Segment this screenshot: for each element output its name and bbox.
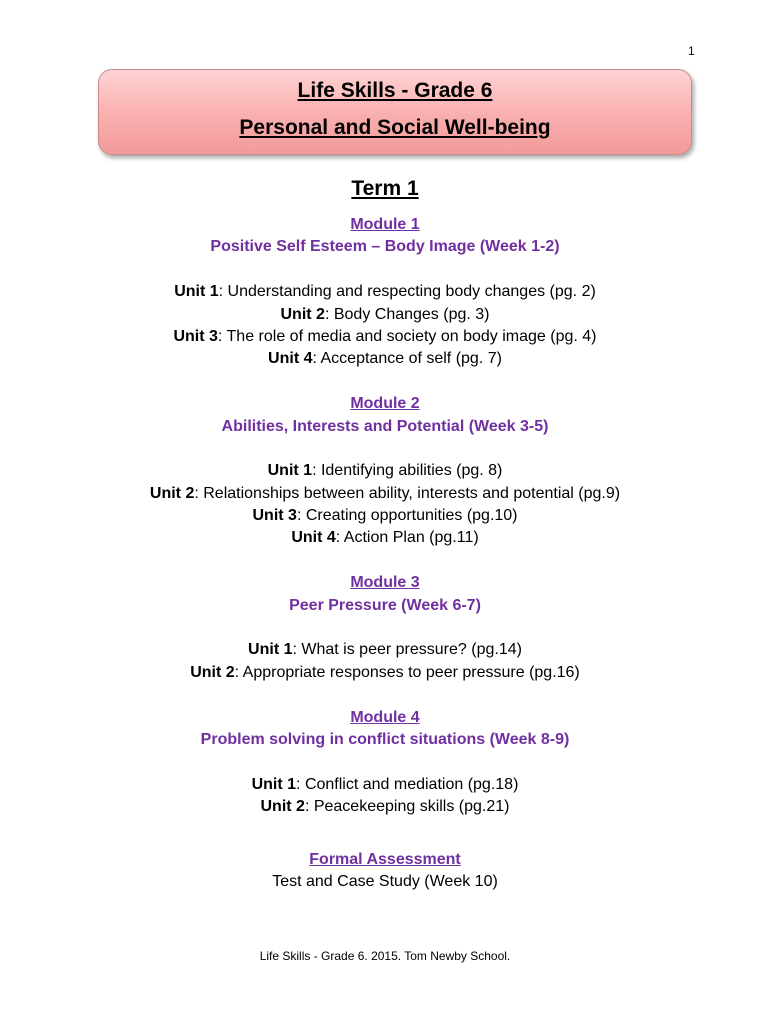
unit-text: : Acceptance of self (pg. 7): [312, 350, 502, 368]
unit-text: : Creating opportunities (pg.10): [296, 507, 518, 525]
unit-line: [0, 304, 770, 326]
unit-text: : Conflict and mediation (pg.18): [296, 775, 519, 793]
unit-text: : Understanding and respecting body changes (pg. 2): [218, 283, 596, 301]
unit-text: : Action Plan (pg.11): [335, 529, 479, 547]
module-title: Module 2: [350, 395, 420, 413]
unit-text: : What is peer pressure? (pg.14): [292, 641, 522, 659]
unit-label: Unit 3: [173, 327, 218, 345]
unit-label: Unit 2: [280, 305, 325, 323]
unit-label: Unit 2: [260, 798, 305, 816]
unit-line: [0, 774, 770, 796]
unit-line: [0, 460, 770, 482]
unit-text: : The role of media and society on body image (pg. 4): [217, 327, 597, 345]
unit-label: Unit 4: [291, 529, 336, 547]
unit-line: [0, 662, 770, 684]
module-title: Module 3: [350, 574, 420, 592]
module-subtitle: Positive Self Esteem – Body Image (Week 1-2): [210, 238, 560, 256]
unit-line: [0, 639, 770, 661]
module-subtitle: Problem solving in conflict situations (Week 8-9): [200, 730, 570, 748]
unit-text: : Identifying abilities (pg. 8): [312, 462, 503, 480]
unit-text: : Relationships between ability, interests and potential (pg.9): [194, 484, 621, 502]
unit-text: : Appropriate responses to peer pressure (pg.16): [234, 663, 580, 681]
unit-line: [0, 326, 770, 348]
page-footer: Life Skills - Grade 6. 2015. Tom Newby School.: [259, 949, 511, 963]
header-banner: [98, 69, 692, 155]
unit-line: [0, 505, 770, 527]
unit-label: Unit 1: [248, 641, 293, 659]
document-subtitle: Personal and Social Well-being: [239, 116, 551, 139]
unit-label: Unit 3: [252, 507, 297, 525]
module-title: Module 1: [350, 216, 420, 233]
term-heading: Term 1: [351, 177, 419, 200]
module-list: [0, 214, 770, 893]
unit-line: [0, 348, 770, 370]
assessment-text: Test and Case Study (Week 10): [272, 872, 498, 890]
unit-label: Unit 2: [149, 484, 195, 502]
unit-label: Unit 1: [174, 283, 219, 301]
unit-text: : Body Changes (pg. 3): [324, 305, 490, 323]
unit-text: : Peacekeeping skills (pg.21): [304, 798, 510, 816]
module-title: Module 4: [350, 708, 420, 726]
unit-line: [0, 281, 770, 303]
unit-label: Unit 2: [190, 663, 235, 681]
unit-label: Unit 1: [267, 462, 313, 480]
assessment-title: Formal Assessment: [309, 850, 461, 868]
unit-line: [0, 527, 770, 549]
unit-line: [0, 796, 770, 818]
unit-label: Unit 4: [268, 350, 313, 368]
module-subtitle: Peer Pressure (Week 6-7): [289, 596, 481, 614]
unit-label: Unit 1: [251, 775, 297, 793]
unit-line: [0, 483, 770, 505]
page-number: 1: [688, 44, 695, 58]
module-subtitle: Abilities, Interests and Potential (Week 3-5): [221, 417, 549, 435]
document-title: Life Skills - Grade 6: [297, 79, 493, 102]
